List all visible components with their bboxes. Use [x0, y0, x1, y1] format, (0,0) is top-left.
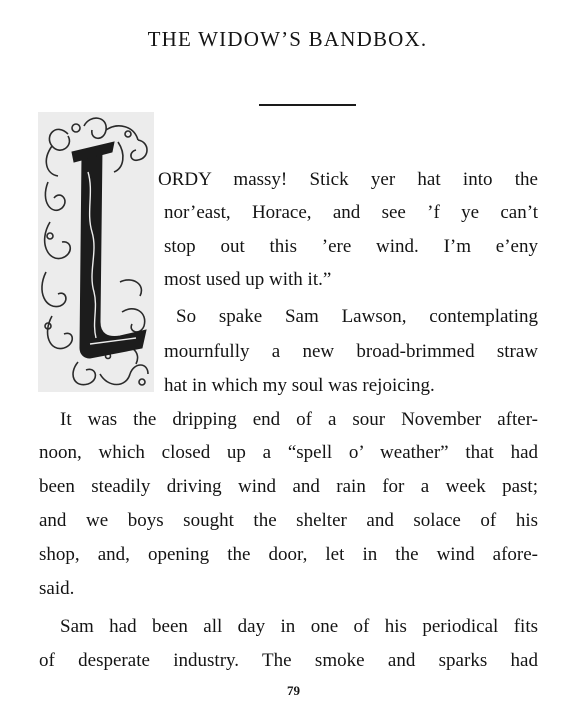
text-line: ORDY massy! Stick yer hat into the: [158, 169, 538, 190]
text-line: said.: [39, 578, 75, 599]
page-number: 79: [287, 683, 300, 698]
text-line: shop, and, opening the door, let in the wind afore-: [39, 544, 538, 565]
text-line: most used up with it.”: [164, 269, 332, 290]
text-line: nor’east, Horace, and see ’f ye can’t: [164, 202, 538, 223]
text-line: So spake Sam Lawson, contemplating: [176, 306, 538, 327]
text-line: of desperate industry. The smoke and sparks had: [39, 650, 538, 671]
text-line: and we boys sought the shelter and solace of his: [39, 510, 538, 531]
text-line: noon, which closed up a “spell o’ weather” that had: [39, 442, 538, 463]
page-title: THE WIDOW’S BANDBOX.: [147, 27, 428, 51]
ornamental-initial-l-icon: [38, 112, 154, 392]
text-line: been steadily driving wind and rain for a week past;: [39, 476, 538, 497]
text-line: Sam had been all day in one of his periodical fits: [60, 616, 538, 637]
text-line: stop out this ’ere wind. I’m e’eny: [164, 236, 538, 257]
text-line: mournfully a new broad-brimmed straw: [164, 341, 538, 362]
text-line: hat in which my soul was rejoicing.: [164, 375, 435, 396]
title-divider: [259, 104, 356, 106]
text-line: It was the dripping end of a sour November after-: [60, 409, 538, 430]
